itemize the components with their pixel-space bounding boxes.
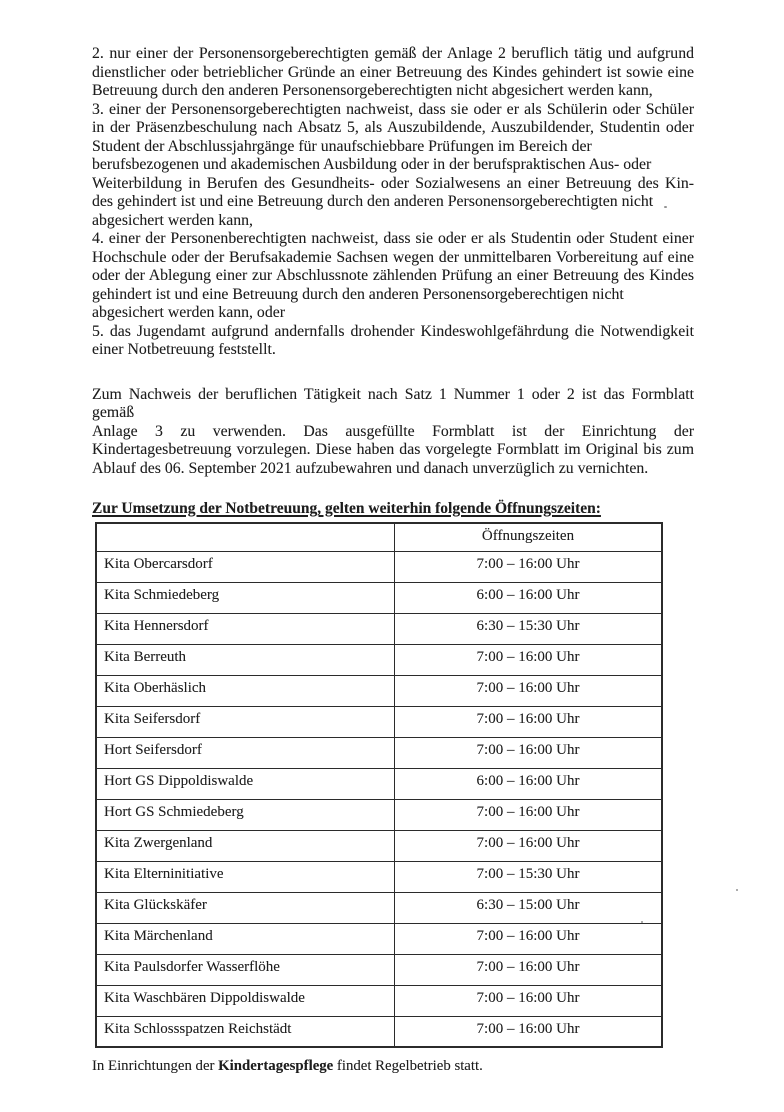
text-line: 2. nur einer der Personensorgeberechtigten gemäß der Anlage 2 beruflich tätig und aufgrund — [92, 45, 694, 62]
text-line: 5. das Jugendamt aufgrund andernfalls drohender Kindeswohlgefährdung die Notwendigkeit — [92, 322, 694, 340]
facility-name-cell: Hort Seifersdorf — [96, 737, 395, 768]
facility-name-cell: Kita Obercarsdorf — [96, 551, 395, 582]
facility-header-cell — [96, 523, 395, 551]
facility-name-cell: Kita Berreuth — [96, 644, 395, 675]
table-row — [96, 551, 662, 582]
text-line: abgesichert werden kann, — [92, 211, 253, 229]
paragraph-item-5 — [92, 323, 694, 360]
table-row — [96, 985, 662, 1016]
paragraph-formblatt — [92, 386, 694, 479]
facility-name-cell: Kita Zwergenland — [96, 830, 395, 861]
scan-speck — [641, 921, 643, 923]
table-row — [96, 675, 662, 706]
facility-name-cell: Kita Schmiedeberg — [96, 582, 395, 613]
text-line: berufsbezogenen und akademischen Ausbildung oder in der berufspraktischen Aus- oder — [92, 156, 652, 173]
table-header-row — [96, 523, 662, 551]
text-line: abgesichert werden kann, oder — [92, 304, 285, 321]
table-row — [96, 923, 662, 954]
opening-hours-cell: 7:00 – 16:00 Uhr — [395, 985, 663, 1016]
facility-name-cell: Kita Schlossspatzen Reichstädt — [96, 1016, 395, 1047]
opening-hours-cell: 7:00 – 16:00 Uhr — [395, 706, 663, 737]
opening-hours-cell: 7:00 – 16:00 Uhr — [395, 1016, 663, 1047]
opening-hours-cell: 7:00 – 16:00 Uhr — [395, 830, 663, 861]
table-row — [96, 1016, 662, 1047]
table-row — [96, 768, 662, 799]
text-line: dienstlicher oder betrieblicher Gründe an einer Betreuung des Kindes gehindert ist sowie eine — [92, 63, 694, 81]
table-row — [96, 954, 662, 985]
facility-name-cell: Kita Seifersdorf — [96, 706, 395, 737]
opening-hours-cell: 7:00 – 16:00 Uhr — [395, 644, 663, 675]
table-row — [96, 644, 662, 675]
table-row — [96, 613, 662, 644]
scan-speck — [664, 206, 667, 208]
table-row — [96, 799, 662, 830]
text-line: Zum Nachweis der beruflichen Tätigkeit nach Satz 1 Nummer 1 oder 2 ist das Formblatt gemäß — [92, 385, 694, 421]
table-row — [96, 582, 662, 613]
facility-name-cell: Kita Elterninitiative — [96, 861, 395, 892]
text-line: des gehindert ist und eine Betreuung durch den anderen Personensorgeberechtigten nicht — [92, 193, 654, 210]
facility-name-cell: Kita Paulsdorfer Wasserflöhe — [96, 954, 395, 985]
text-line: 3. einer der Personensorgeberechtigten nachweist, dass sie oder er als Schülerin oder Schüler — [92, 100, 694, 118]
opening-hours-cell: 7:00 – 16:00 Uhr — [395, 954, 663, 985]
facility-name-cell: Kita Waschbären Dippoldiswalde — [96, 985, 395, 1016]
table-row — [96, 737, 662, 768]
facility-name-cell: Kita Hennersdorf — [96, 613, 395, 644]
opening-hours-cell: 7:00 – 16:00 Uhr — [395, 551, 663, 582]
paragraph-item-3 — [92, 101, 694, 231]
text-line: oder der Ablegung einer zur Abschlussnote zählenden Prüfung an einer Betreuung des Kindes — [92, 267, 694, 284]
text-line: Weiterbildung in Berufen des Gesundheits- oder Sozialwesens an einer Betreuung des Kin- — [92, 174, 694, 192]
opening-hours-cell: 7:00 – 15:30 Uhr — [395, 861, 663, 892]
facility-name-cell: Hort GS Dippoldiswalde — [96, 768, 395, 799]
text-line: Ablauf des 06. September 2021 aufzubewahren und danach unverzüglich zu vernichten. — [92, 459, 649, 477]
paragraph-item-4 — [92, 230, 694, 323]
opening-hours-cell: 7:00 – 16:00 Uhr — [395, 799, 663, 830]
scan-speck — [736, 889, 738, 891]
opening-hours-cell: 6:30 – 15:00 Uhr — [395, 892, 663, 923]
opening-hours-cell: 6:00 – 16:00 Uhr — [395, 768, 663, 799]
opening-hours-table — [95, 522, 663, 1048]
text-line: Betreuung durch den anderen Personensorgeberechtigten nicht abgesichert werden kann, — [92, 82, 653, 99]
text-line: 4. einer der Personenberechtigten nachweist, dass sie oder er als Studentin oder Student einer — [92, 230, 694, 247]
facility-name-cell: Kita Märchenland — [96, 923, 395, 954]
opening-hours-cell: 7:00 – 16:00 Uhr — [395, 675, 663, 706]
hours-header-cell: Öffnungszeiten — [395, 523, 663, 551]
closing-note-text: findet Regelbetrieb statt. — [333, 1058, 483, 1074]
table-row — [96, 830, 662, 861]
text-line: Hochschule oder der Berufsakademie Sachsen wegen der unmittelbaren Vorbereitung auf eine — [92, 248, 694, 266]
closing-note-text: In Einrichtungen der — [92, 1058, 219, 1074]
opening-hours-cell: 6:00 – 16:00 Uhr — [395, 582, 663, 613]
closing-note — [92, 1057, 694, 1075]
opening-hours-cell: 7:00 – 16:00 Uhr — [395, 923, 663, 954]
text-line: einer Notbetreuung feststellt. — [92, 341, 276, 358]
section-heading: Zur Umsetzung der Notbetreuung, gelten weiterhin folgende Öffnungszeiten: — [92, 500, 601, 517]
facility-name-cell: Hort GS Schmiedeberg — [96, 799, 395, 830]
paragraph-item-2 — [92, 45, 694, 101]
table-row — [96, 706, 662, 737]
text-line: gehindert ist und eine Betreuung durch den anderen Personensorgeberechtigen nicht — [92, 285, 624, 303]
text-line: Kindertagesbetreuung vorzulegen. Diese haben das vorgelegte Formblatt im Original bis zum — [92, 441, 694, 458]
opening-hours-cell: 6:30 – 15:30 Uhr — [395, 613, 663, 644]
table-row — [96, 861, 662, 892]
facility-name-cell: Kita Glückskäfer — [96, 892, 395, 923]
facility-name-cell: Kita Oberhäslich — [96, 675, 395, 706]
closing-note-bold: Kindertagespflege — [218, 1058, 334, 1074]
body-text — [92, 45, 694, 1075]
opening-hours-cell: 7:00 – 16:00 Uhr — [395, 737, 663, 768]
text-line: Student der Abschlussjahrgänge für unaufschiebbare Prüfungen im Bereich der — [92, 137, 592, 155]
text-line: in der Präsenzbeschulung nach Absatz 5, als Auszubildende, Auszubildender, Studentin oder — [92, 119, 694, 136]
table-row — [96, 892, 662, 923]
text-line: Anlage 3 zu verwenden. Das ausgefüllte Formblatt ist der Einrichtung der — [92, 422, 694, 440]
